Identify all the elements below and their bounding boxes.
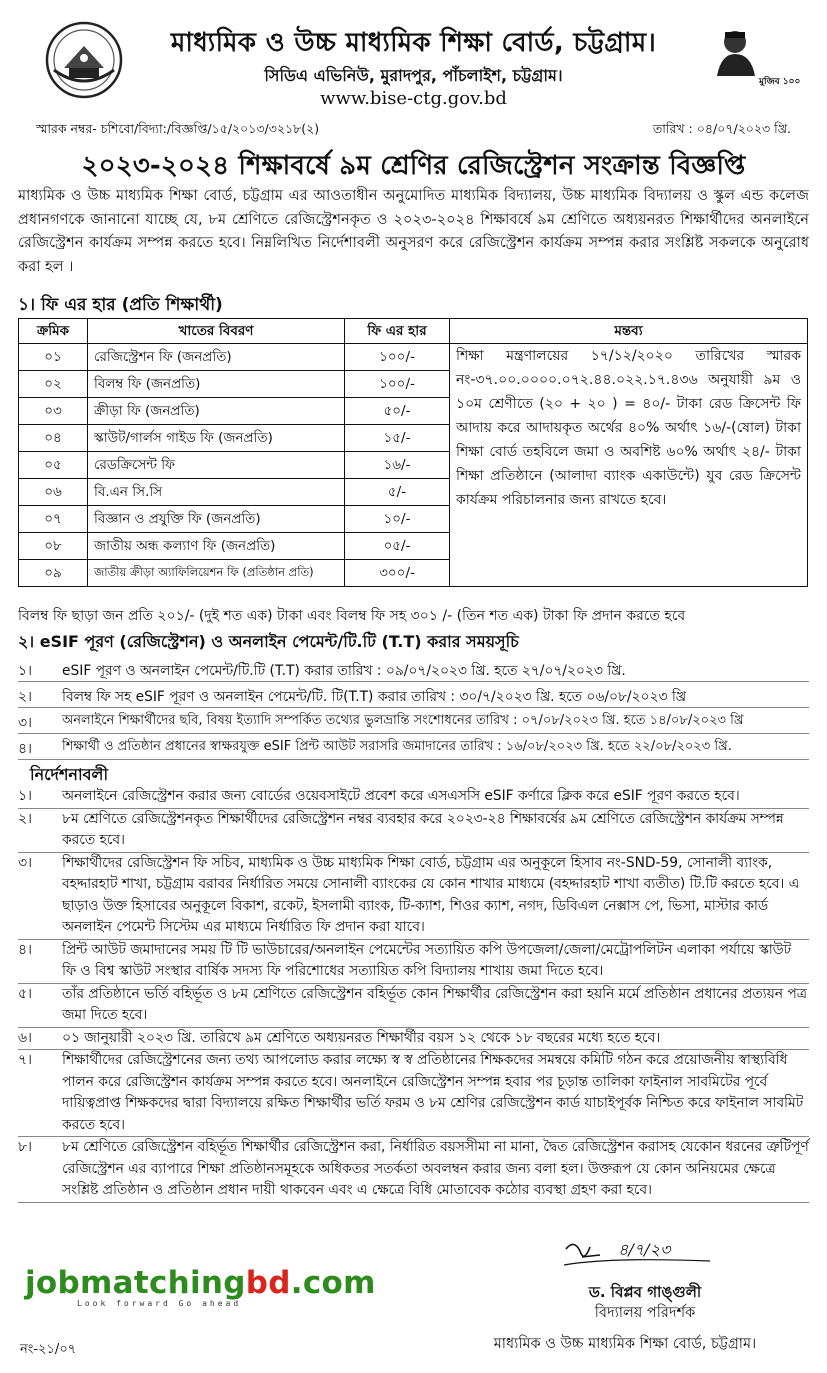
signature-date: ৪/৭/২৩: [618, 1240, 671, 1259]
row-serial: ০৩: [19, 398, 88, 425]
row-serial: ০২: [19, 371, 88, 398]
list-item: [18, 1050, 809, 1137]
col-rate: ফি এর হার: [345, 319, 450, 344]
watermark-part1: jobmatching: [25, 1265, 246, 1301]
item-text: শিক্ষার্থীদের রেজিস্ট্রেশন ফি সচিব, মাধ্যমিক ও উচ্চ মাধ্যমিক শিক্ষা বোর্ড, চট্টগ্রাম এর অনুকূলে হিসাব নং-SND-59, সোনালী ব্যাংক, বহদ্দারহাট শাখা, চট্টগ্রাম বরাবর নির্ধারিত সময়ে সোনালী ব্যাংকের যে কোন শাখার মাধ্যমে (বহদ্দারহাট শাখা ব্যতীত) টি.টি করতে হবে। এ ছাড়াও উক্ত হিসাবের অনুকূলে বিকাশ, রকেট, ইসলামী ব্যাংক, টি-ক্যাশ, শিওর ক্যাশ, নগদ, ডিবিএল নেক্সাস পে, ভিসা, মাস্টার কার্ড অনলাইন পেমেন্ট সিস্টেম এর মাধ্যমে নির্ধারিত ফি প্রদান করা যাবে।: [62, 854, 800, 935]
portrait-caption: মুজিব ১০০: [759, 77, 801, 87]
row-item: বিলম্ব ফি (জনপ্রতি): [88, 371, 345, 398]
board-address: সিডিএ এভিনিউ, মুরাদপুর, পাঁচলাইশ, চট্টগ্রাম।: [264, 66, 563, 85]
row-rate: ৫০/-: [345, 398, 450, 425]
row-rate: ৩০০/-: [345, 560, 450, 587]
list-item: [18, 853, 809, 940]
list-item: [18, 708, 809, 734]
item-number: ৪।: [18, 941, 32, 958]
row-serial: ০৪: [19, 425, 88, 452]
row-item: রেডক্রিসেন্ট ফি: [88, 452, 345, 479]
item-text: তাঁর প্রতিষ্ঠানে ভর্তি বহির্ভূত ও ৮ম শ্রেণিতে রেজিস্ট্রেশন বহির্ভূত কোন শিক্ষার্থীর রেজিস্ট্রেশন করা হয়নি মর্মে প্রতিষ্ঠান প্রধানের প্রত্যয়ন পত্র জমা দিতে হবে।: [62, 985, 807, 1023]
list-item: [18, 656, 809, 682]
row-serial: ০৫: [19, 452, 88, 479]
schedule-list: [18, 656, 809, 760]
signature-icon: [560, 1235, 720, 1275]
row-rate: ১৬/-: [345, 452, 450, 479]
signatory-org: মাধ্যমিক ও উচ্চ মাধ্যমিক শিক্ষা বোর্ড, চট্টগ্রাম।: [493, 1336, 757, 1352]
memo-number: স্মারক নম্বর- চশিবো/বিদ্যা:/বিজ্ঞপ্তি/১৫/২০১৩/৩২১৮(২): [36, 121, 320, 136]
item-text: ৮ম শ্রেণিতে রেজিস্ট্রেশন বহির্ভূত শিক্ষার্থীর রেজিস্ট্রেশন করা, নির্ধারিত বয়সসীমা না মানা, দ্বৈত রেজিস্ট্রেশন করাসহ যেকোন ধরনের ত্রুটিপূর্ণ রেজিস্ট্রেশন এর ব্যাপারে শিক্ষা প্রতিষ্ঠানসমূহকে অধিকতর সতর্কতা অবলম্বন করার জন্য বলা হল। উক্তরূপ যে কোন অনিয়মের ক্ষেত্রে সংশ্লিষ্ট প্রতিষ্ঠান ও প্রতিষ্ঠান প্রধান দায়ী থাকবেন এবং এ ক্ষেত্রে বিধি মোতাবেক কঠোর ব্যবস্থা গ্রহণ করা হবে।: [62, 1139, 809, 1198]
late-fee-note: বিলম্ব ফি ছাড়া জন প্রতি ২০১/- (দুই শত এক) টাকা এবং বিলম্ব ফি সহ ৩০১ /- (তিন শত এক) টাকা ফি প্রদান করতে হবে: [18, 608, 686, 624]
notice-title: ২০২৩-২০২৪ শিক্ষাবর্ষে ৯ম শ্রেণির রেজিস্ট্রেশন সংক্রান্ত বিজ্ঞপ্তি: [81, 151, 746, 181]
item-number: ৮।: [18, 1139, 32, 1155]
row-item: বি.এন সি.সি: [88, 479, 345, 506]
item-number: ৫।: [18, 985, 32, 1002]
list-item: [18, 786, 809, 809]
row-rate: ১০/-: [345, 506, 450, 533]
memo-date: তারিখ : ০৪/০৭/২০২৩ খ্রি.: [652, 121, 791, 136]
list-item: [18, 1137, 809, 1203]
watermark-tagline: Look forward Go ahead: [77, 1299, 242, 1308]
list-item: [18, 940, 809, 984]
letterhead: [18, 0, 809, 122]
item-text: ০১ জানুয়ারী ২০২৩ খ্রি. তারিখে ৯ম শ্রেণিতে অধ্যয়নরত শিক্ষার্থীর বয়স ১২ থেকে ১৮ বছরের মধ্যে হতে হবে।: [62, 1029, 661, 1046]
row-item: জাতীয় ক্রীড়া অ্যাফিলিয়েশন ফি (প্রতিষ্ঠান প্রতি): [88, 560, 345, 587]
item-text: অনলাইনে শিক্ষার্থীদের ছবি, বিষয় ইত্যাদি সম্পর্কিত তথ্যের ভুলভ্রান্তি সংশোধনের তারিখ : ০৭/০৮/২০২৩ খ্রি. হতে ১৪/০৮/২০২৩ খ্রি: [62, 713, 744, 728]
item-text: শিক্ষার্থী ও প্রতিষ্ঠান প্রধানের স্বাক্ষরযুক্ত eSIF প্রিন্ট আউট সরাসরি জমাদানের তারিখ : ১৬/০৮/২০২৩ খ্রি. হতে ২২/০৮/২০২৩ খ্রি.: [62, 739, 732, 754]
item-text: ৮ম শ্রেণিতে রেজিস্ট্রেশনকৃত শিক্ষার্থীদের রেজিস্ট্রেশন নম্বর ব্যবহার করে ২০২৩-২৪ শিক্ষাবর্ষের ৯ম শ্রেণিতে রেজিস্ট্রেশন কার্যক্রম সম্পন্ন করতে হবে।: [62, 810, 784, 848]
row-rate: ১০০/-: [345, 371, 450, 398]
row-serial: ০১: [19, 344, 88, 371]
row-serial: ০৯: [19, 560, 88, 587]
instructions-list: [18, 786, 809, 1203]
item-text: eSIF পূরণ ও অনলাইন পেমেন্ট/টি.টি (T.T) করার তারিখ : ০৯/০৭/২০২৩ খ্রি. হতে ২৭/০৭/২০২৩ খ্রি.: [62, 663, 626, 679]
item-number: ৩।: [18, 715, 32, 731]
item-text: প্রিন্ট আউট জমাদানের সময় টি টি ভাউচারের/অনলাইন পেমেন্টের সত্যায়িত কপি উপজেলা/জেলা/মেট্রোপলিটন এলাকা পর্যায়ে স্কাউট ফি ও বিশ্ব স্কাউট সংস্থার বার্ষিক সদস্য ফি পরিশোধের সত্যায়িত কপি বিদ্যালয় শাখায় জমা দিতে হবে।: [62, 941, 792, 979]
list-item: [18, 1028, 809, 1051]
section-fee-title: ১। ফি এর হার (প্রতি শিক্ষার্থী): [18, 295, 223, 315]
item-number: ১।: [18, 788, 32, 804]
col-item: খাতের বিবরণ: [88, 319, 345, 344]
board-website: www.bise-ctg.gov.bd: [320, 88, 507, 109]
list-item: [18, 734, 809, 760]
row-rate: ০৫/-: [345, 533, 450, 560]
watermark-part2: bd: [245, 1265, 291, 1301]
item-text: বিলম্ব ফি সহ eSIF পূরণ ও অনলাইন পেমেন্ট/টি. টি(T.T) করার তারিখ : ৩০/৭/২০২৩ খ্রি. হতে ০৬/০৮/২০২৩ খ্রি: [62, 689, 687, 705]
list-item: [18, 682, 809, 708]
watermark: [25, 1265, 395, 1311]
section-instructions-title: নির্দেশনাবলী: [30, 765, 109, 784]
row-item: জাতীয় অন্ধ কল্যাণ ফি (জনপ্রতি): [88, 533, 345, 560]
row-rate: ১০০/-: [345, 344, 450, 371]
item-number: ৪।: [18, 741, 32, 757]
fee-remarks: শিক্ষা মন্ত্রণালয়ের ১৭/১২/২০২০ তারিখের স্মারক নং-৩৭.০০.০০০০.০৭২.৪৪.০২২.১৭.৪৩৬ অনুযায়ী ৯ম ও ১০ম শ্রেণীতে (২০ + ২০ ) = ৪০/- টাকা রেড ক্রিসেন্ট ফি আদায় করে আদায়কৃত অর্থের ৪০% অর্থাৎ ১৬/-(ষোল) টাকা শিক্ষা বোর্ড তহবিলে জমা ও অবশিষ্ট ৬০% অর্থাৎ ২৪/- টাকা শিক্ষা প্রতিষ্ঠানে (আলাদা ব্যাংক একাউন্টে) যুব রেড ক্রিসেন্ট কার্যক্রম পরিচালনার জন্য রাখতে হবে।: [450, 344, 808, 587]
item-text: শিক্ষার্থীদের রেজিস্ট্রেশনের জন্য তথ্য আপলোড করার লক্ষ্যে স্ব স্ব প্রতিষ্ঠানের শিক্ষকদের সমন্বয়ে কমিটি গঠন করে প্রয়োজনীয় স্বাস্থ্যবিধি পালন করে রেজিস্ট্রেশন কার্যক্রম সম্পন্ন করতে হবে। অনলাইনে রেজিস্ট্রেশন সম্পন্ন হবার পর চূড়ান্ত তালিকা ফাইনাল সাবমিটের পূর্বে দায়িত্বপ্রাপ্ত শিক্ষকদের দ্বারা বিদ্যালয়ে রক্ষিত শিক্ষার্থীর ভর্তি ফরম ও ৮ম শ্রেণির রেজিস্ট্রেশন কার্ড যাচাইপূর্বক নিশ্চিত করে ফাইনাল সাবমিট করতে হবে।: [62, 1052, 804, 1133]
item-text: অনলাইনে রেজিস্ট্রেশন করার জন্য বোর্ডের ওয়েবসাইটে প্রবেশ করে এসএসসি eSIF কর্ণারে ক্লিক করে eSIF পূরণ করতে হবে।: [62, 788, 740, 804]
col-serial: ক্রমিক: [19, 319, 88, 344]
intro-paragraph: মাধ্যমিক ও উচ্চ মাধ্যমিক শিক্ষা বোর্ড, চট্টগ্রাম এর আওতাধীন অনুমোদিত মাধ্যমিক বিদ্যালয়, উচ্চ মাধ্যমিক বিদ্যালয় ও স্কুল এন্ড কলেজ প্রধানগণকে জানানো যাচ্ছে যে, ৮ম শ্রেণিতে রেজিস্ট্রেশনকৃত ও ২০২৩-২০২৪ শিক্ষাবর্ষে ৯ম শ্রেণিতে অধ্যয়নরত শিক্ষার্থীদের অনলাইনে রেজিস্ট্রেশন কার্যক্রম সম্পন্ন করতে হবে। নিম্নলিখিত নির্দেশাবলী অনুসরণ করে রেজিস্ট্রেশন কার্যক্রম সম্পন্ন করার সংশ্লিষ্ট সকলকে অনুরোধ করা হল ।: [18, 187, 809, 275]
portrait-icon: [707, 18, 801, 98]
table-row: [19, 344, 808, 371]
row-serial: ০৬: [19, 479, 88, 506]
row-rate: ৫/-: [345, 479, 450, 506]
fee-table-header: [19, 319, 808, 344]
col-remarks: মন্তব্য: [450, 319, 808, 344]
item-number: ৩।: [18, 854, 32, 871]
section-schedule-title: ২। eSIF পূরণ (রেজিস্ট্রেশন) ও অনলাইন পেমেন্ট/টি.টি (T.T) করার সময়সূচি: [18, 632, 519, 651]
item-number: ২।: [18, 689, 32, 705]
item-number: ১।: [18, 663, 32, 679]
row-item: ক্রীড়া ফি (জনপ্রতি): [88, 398, 345, 425]
watermark-part3: .com: [290, 1265, 376, 1301]
board-title: মাধ্যমিক ও উচ্চ মাধ্যমিক শিক্ষা বোর্ড, চট্টগ্রাম।: [170, 28, 657, 58]
fee-table: [18, 318, 808, 587]
item-number: ৭।: [18, 1052, 32, 1068]
row-rate: ১৫/-: [345, 425, 450, 452]
row-item: বিজ্ঞান ও প্রযুক্তি ফি (জনপ্রতি): [88, 506, 345, 533]
row-item: রেজিস্ট্রেশন ফি (জনপ্রতি): [88, 344, 345, 371]
list-item: [18, 984, 809, 1028]
signatory-name: ড. বিপ্লব গাঙ্গুলী: [588, 1283, 702, 1301]
signatory-title: বিদ্যালয় পরিদর্শক: [594, 1305, 696, 1321]
row-serial: ০৮: [19, 533, 88, 560]
item-number: ৬।: [18, 1029, 32, 1046]
list-item: [18, 809, 809, 853]
item-number: ২।: [18, 810, 32, 827]
row-serial: ০৭: [19, 506, 88, 533]
document-number: নং-২১/০৭: [20, 1342, 77, 1357]
row-item: স্কাউট/গার্লস গাইড ফি (জনপ্রতি): [88, 425, 345, 452]
